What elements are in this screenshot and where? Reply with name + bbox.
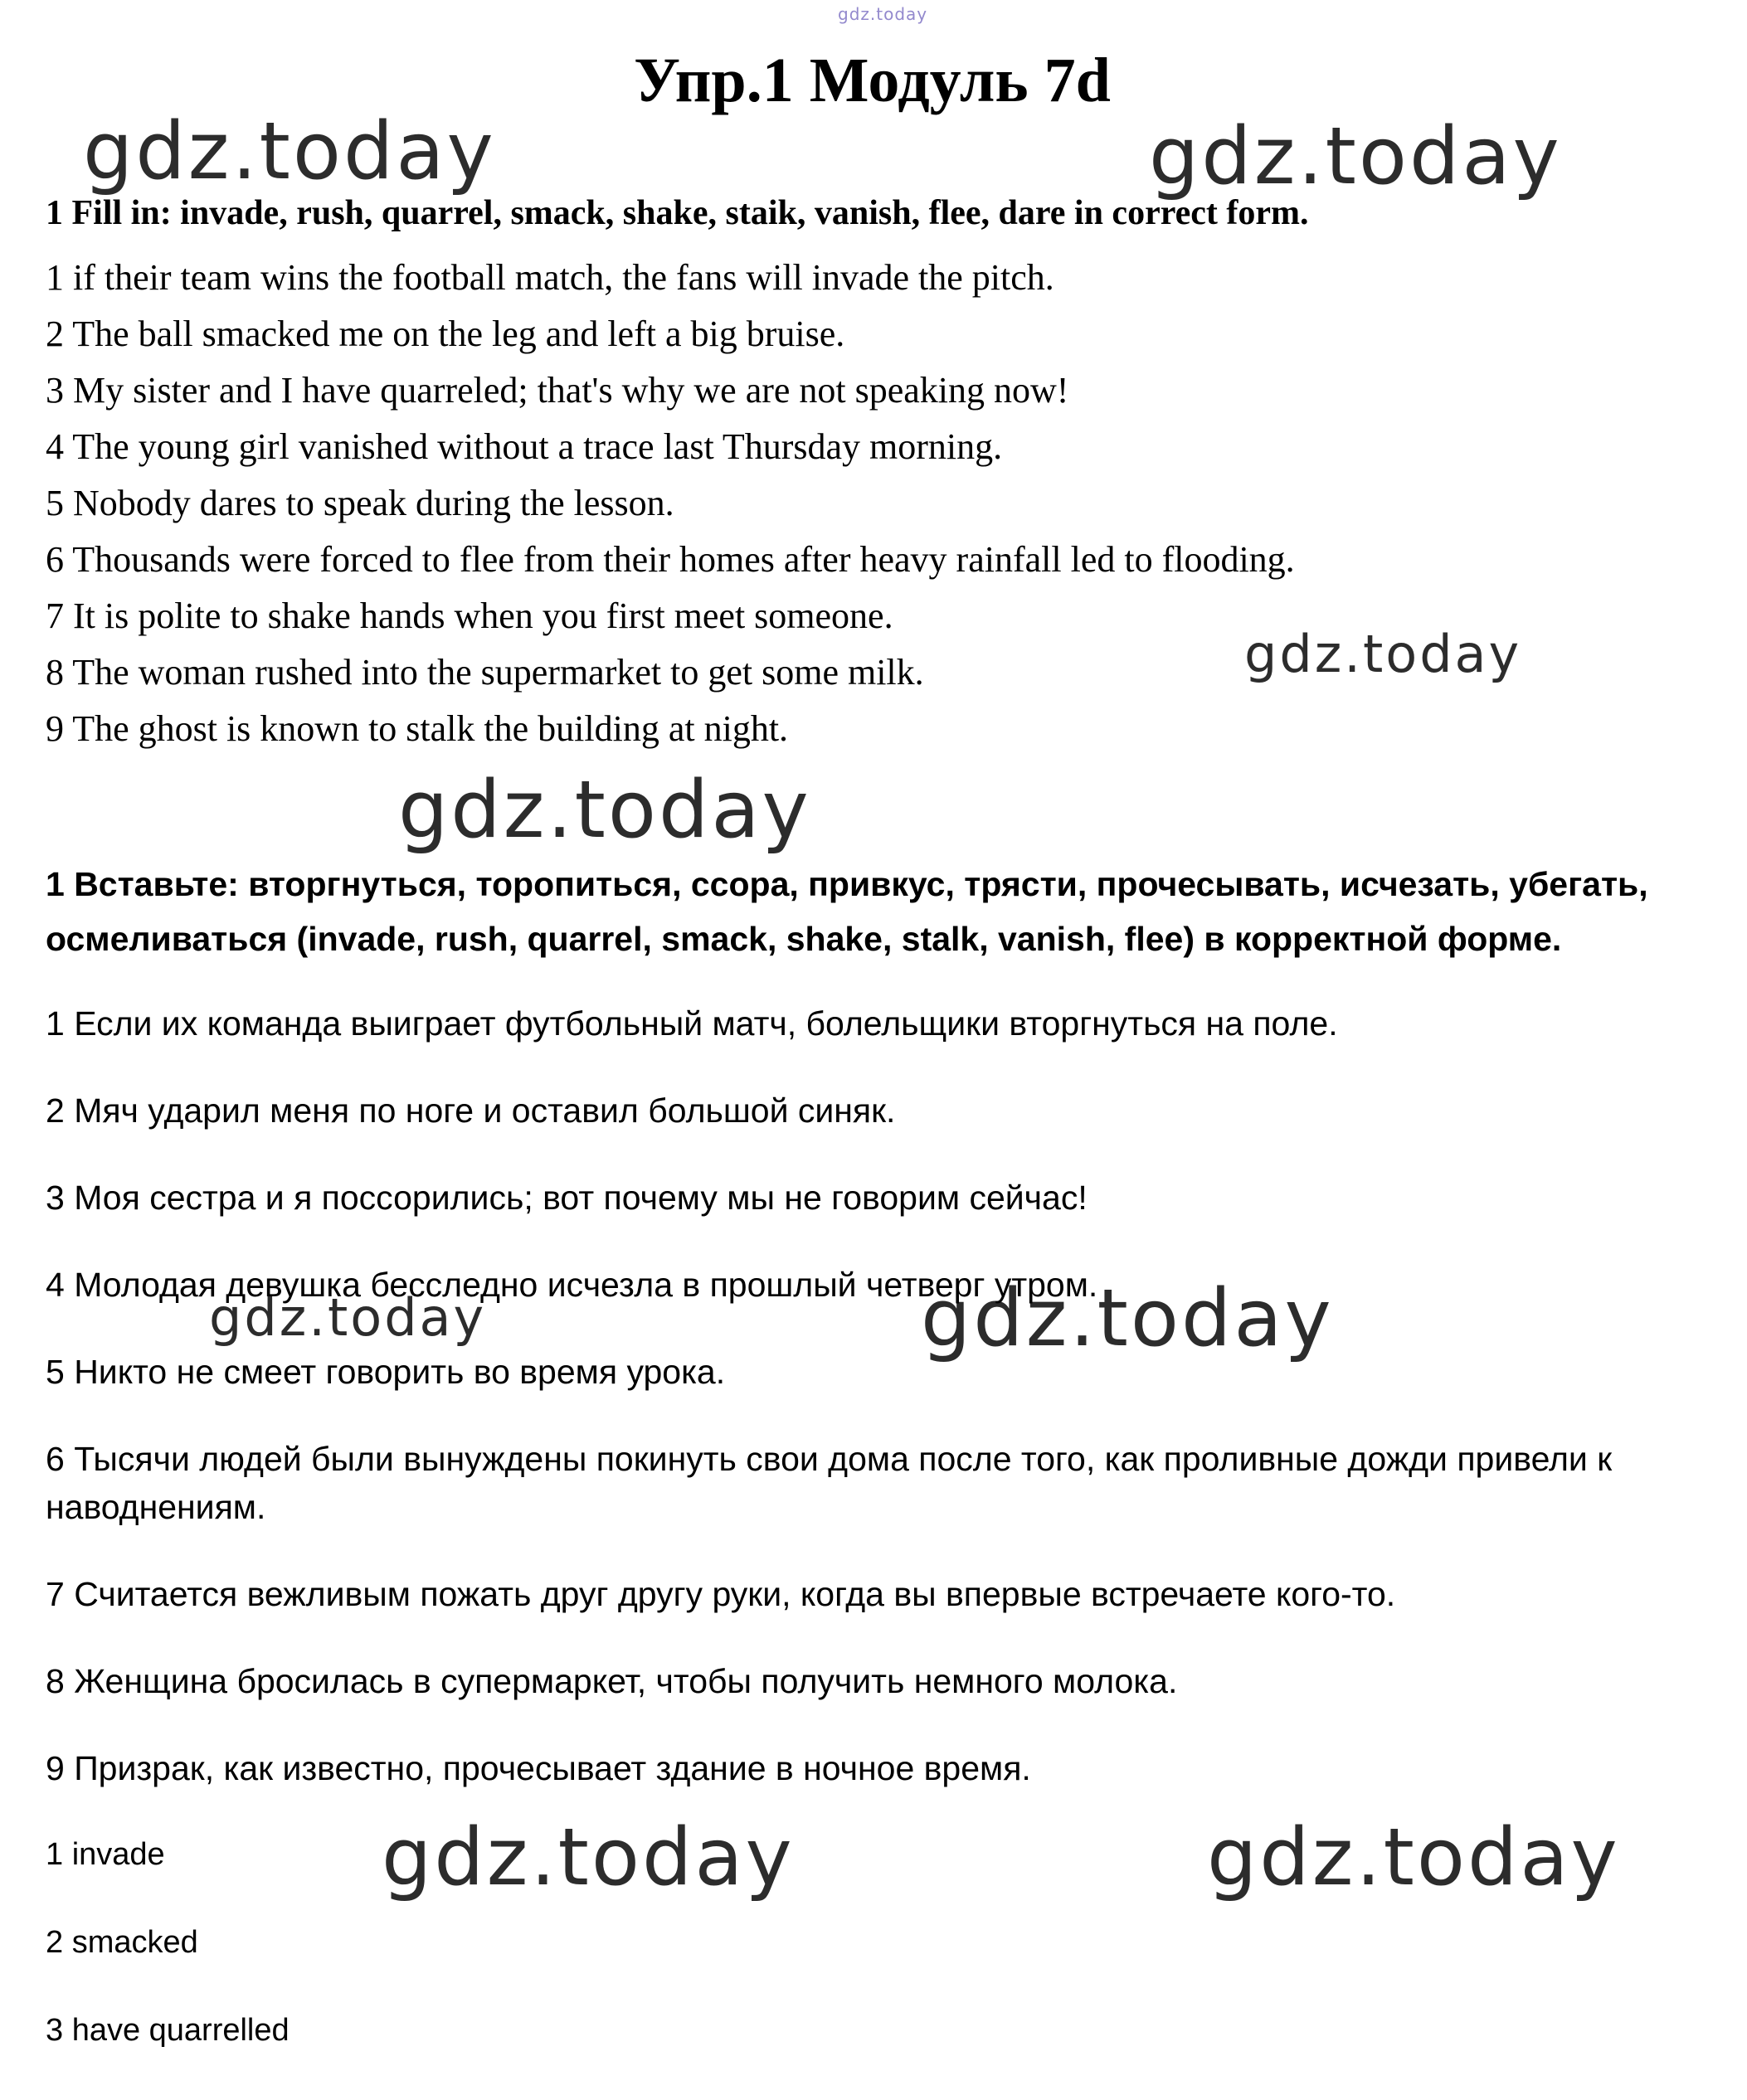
- russian-sentence-list: [46, 999, 1699, 1792]
- english-sentence: 5 Nobody dares to speak during the lesson.: [46, 483, 674, 523]
- english-sentence: 4 The young girl vanished without a trace last Thursday morning.: [46, 426, 1003, 467]
- english-sentence: 8 The woman rushed into the supermarket to get some milk.: [46, 652, 924, 693]
- watermark: gdz.today: [398, 765, 811, 856]
- english-sentence: 7 It is polite to shake hands when you first meet someone.: [46, 595, 893, 636]
- watermark: gdz.today: [209, 1287, 487, 1348]
- russian-sentence: 5 Никто не смеет говорить во время урока.: [46, 1353, 726, 1391]
- russian-sentence: 7 Считается вежливым пожать друг другу руки, когда вы впервые встречаете кого-то.: [46, 1575, 1396, 1613]
- answer-item: 3 have quarrelled: [46, 2013, 290, 2048]
- russian-sentence: 6 Тысячи людей были вынуждены покинуть свои дома после того, как проливные дожди привели к наводнениям.: [46, 1440, 1613, 1526]
- watermark: gdz.today: [382, 1812, 795, 1903]
- watermark: gdz.today: [1149, 111, 1562, 202]
- answers-list: [46, 1831, 1699, 2054]
- answer-item: 1 invade: [46, 1837, 165, 1872]
- watermark: gdz.today: [1207, 1812, 1620, 1903]
- watermark: gdz.today: [1244, 624, 1522, 684]
- russian-sentence: 2 Мяч ударил меня по ноге и оставил большой синяк.: [46, 1091, 896, 1130]
- answer-item: 2 smacked: [46, 1925, 198, 1960]
- page-content: [0, 41, 1747, 2054]
- english-task-heading: 1 Fill in: invade, rush, quarrel, smack, shake, staik, vanish, flee, dare in correct form.: [46, 194, 1309, 232]
- english-sentence: 2 The ball smacked me on the leg and left a big bruise.: [46, 314, 845, 354]
- english-sentence-list: [46, 250, 1699, 757]
- page-title: Упр.1 Модуль 7d: [634, 46, 1111, 115]
- russian-sentence: 1 Если их команда выиграет футбольный матч, болельщики вторгнуться на поле.: [46, 1004, 1338, 1043]
- english-sentence: 1 if their team wins the football match, the fans will invade the pitch.: [46, 257, 1054, 298]
- english-sentence: 9 The ghost is known to stalk the building at night.: [46, 708, 789, 749]
- russian-sentence: 9 Призрак, как известно, прочесывает здание в ночное время.: [46, 1749, 1031, 1787]
- russian-sentence: 4 Молодая девушка бесследно исчезла в прошлый четверг утром.: [46, 1266, 1098, 1304]
- english-sentence: 3 My sister and I have quarreled; that's why we are not speaking now!: [46, 370, 1069, 411]
- watermark: gdz.today: [921, 1273, 1334, 1364]
- watermark: gdz.today: [83, 106, 496, 197]
- english-sentence: 6 Thousands were forced to flee from their homes after heavy rainfall led to flooding.: [46, 539, 1295, 580]
- russian-sentence: 3 Моя сестра и я поссорились; вот почему мы не говорим сейчас!: [46, 1179, 1088, 1217]
- watermark: gdz.today: [838, 4, 928, 24]
- russian-sentence: 8 Женщина бросилась в супермаркет, чтобы получить немного молока.: [46, 1662, 1178, 1700]
- russian-task-heading: 1 Вставьте: вторгнуться, торопиться, ссора, привкус, трясти, прочесывать, исчезать, убегать, осмеливаться (invade, rush, quarrel, smack, shake, stalk, vanish, flee) в корректной форме.: [46, 865, 1648, 958]
